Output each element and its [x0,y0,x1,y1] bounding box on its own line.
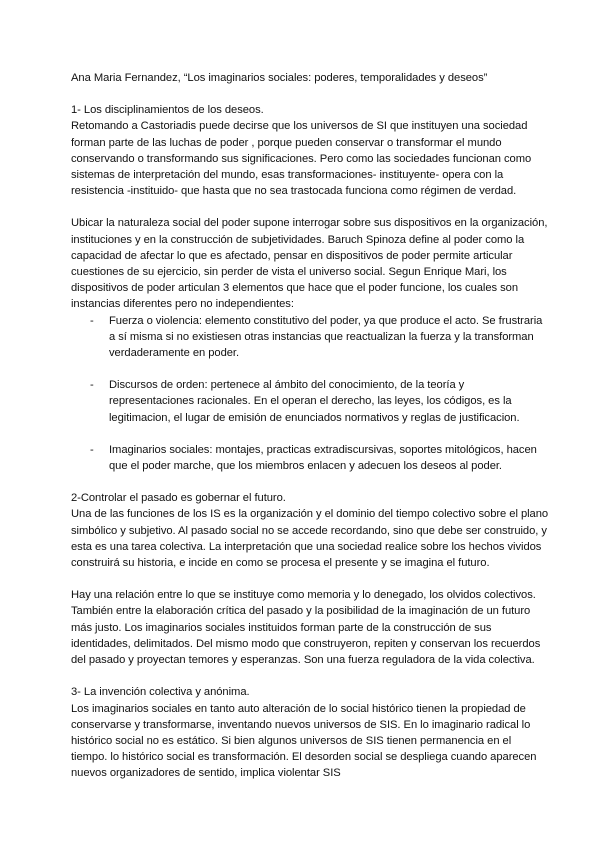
section-3-paragraph-1: Los imaginarios sociales en tanto auto alteración de lo social histórico tienen la propiedad de conservarse y transformarse, inventando nuevos universos de SIS. En lo imaginario radical lo histórico social no es estático. Si bien algunos universos de SIS tienen permanencia en el tiempo. lo histórico social es transformación. El desorden social se despliega cuando aparecen nuevos organizadores de sentido, implica violentar SIS [71,702,537,780]
section-2-heading: 2-Controlar el pasado es gobernar el futuro. [71,492,286,505]
list-item-fuerza: - Fuerza o violencia: elemento constitutivo del poder, ya que produce el acto. Se frustraria a sí misma si no existiesen otras instancias que reactualizan la fuerza y la transforman verdaderamente en poder. [71,313,550,362]
section-3-heading: 3- La invención colectiva y anónima. [71,686,250,699]
list-item-discursos: - Discursos de orden: pertenece al ámbito del conocimiento, de la teoría y representaciones racionales. En el operan el derecho, las leyes, los códigos, es la legitimacion, el lugar de emisión de enunciados normativos y reglas de justificacion. [71,377,550,426]
section-3 [71,684,550,781]
section-1-paragraph-1: Retomando a Castoriadis puede decirse que los universos de SI que instituyen una sociedad forman parte de las luchas de poder , porque pueden conservar o transformar el mundo conservando o transformando sus significaciones. Pero como las sociedades funcionan como sistemas de interpretación del mundo, esas transformaciones- instituyente- opera con la resistencia -instituido- que hasta que no sea trastocada funciona como régimen de verdad. [71,120,532,198]
power-elements-list [71,313,550,475]
section-1-heading: 1- Los disciplinamientos de los deseos. [71,104,264,117]
section-2-paragraph-2: Hay una relación entre lo que se instituye como memoria y lo denegado, los olvidos colectivos. También entre la elaboración crítica del pasado y la posibilidad de la imaginación de un futuro más justo. Los imaginarios sociales instituidos forman parte de la construcción de sus identidades, delimitados. Del mismo modo que construyeron, repiten y conservan los recuerdos del pasado y proyectan temores y esperanzas. Son una fuerza reguladora de la vida colectiva. [71,589,541,667]
section-2-paragraph-1: Una de las funciones de los IS es la organización y el dominio del tiempo colectivo sobre el plano simbólico y subjetivo. Al pasado social no se accede recordando, sino que debe ser construido, y esta es una tarea colectiva. La interpretación que una sociedad realice sobre los hechos vividos construirá su historia, e incide en como se procesa el presente y se imagina el futuro. [71,508,549,570]
section-1 [71,102,550,474]
document-title: Ana Maria Fernandez, “Los imaginarios sociales: poderes, temporalidades y deseos” [71,72,488,84]
section-2 [71,490,550,668]
list-item-imaginarios: - Imaginarios sociales: montajes, practicas extradiscursivas, soportes mitológicos, hacen que el poder marche, que los miembros enlacen y adecuen los deseos al poder. [71,442,550,474]
section-1-paragraph-2: Ubicar la naturaleza social del poder supone interrogar sobre sus dispositivos en la organización, instituciones y en la construcción de subjetividades. Baruch Spinoza define al poder como la capacidad de afectar lo que es afectado, pensar en dispositivos de poder permite articular cuestiones de su ejercicio, sin perder de vista el universo social. Segun Enrique Mari, los dispositivos de poder articulan 3 elementos que hace que el poder funcione, los cuales son instancias diferentes pero no independientes: [71,217,548,311]
